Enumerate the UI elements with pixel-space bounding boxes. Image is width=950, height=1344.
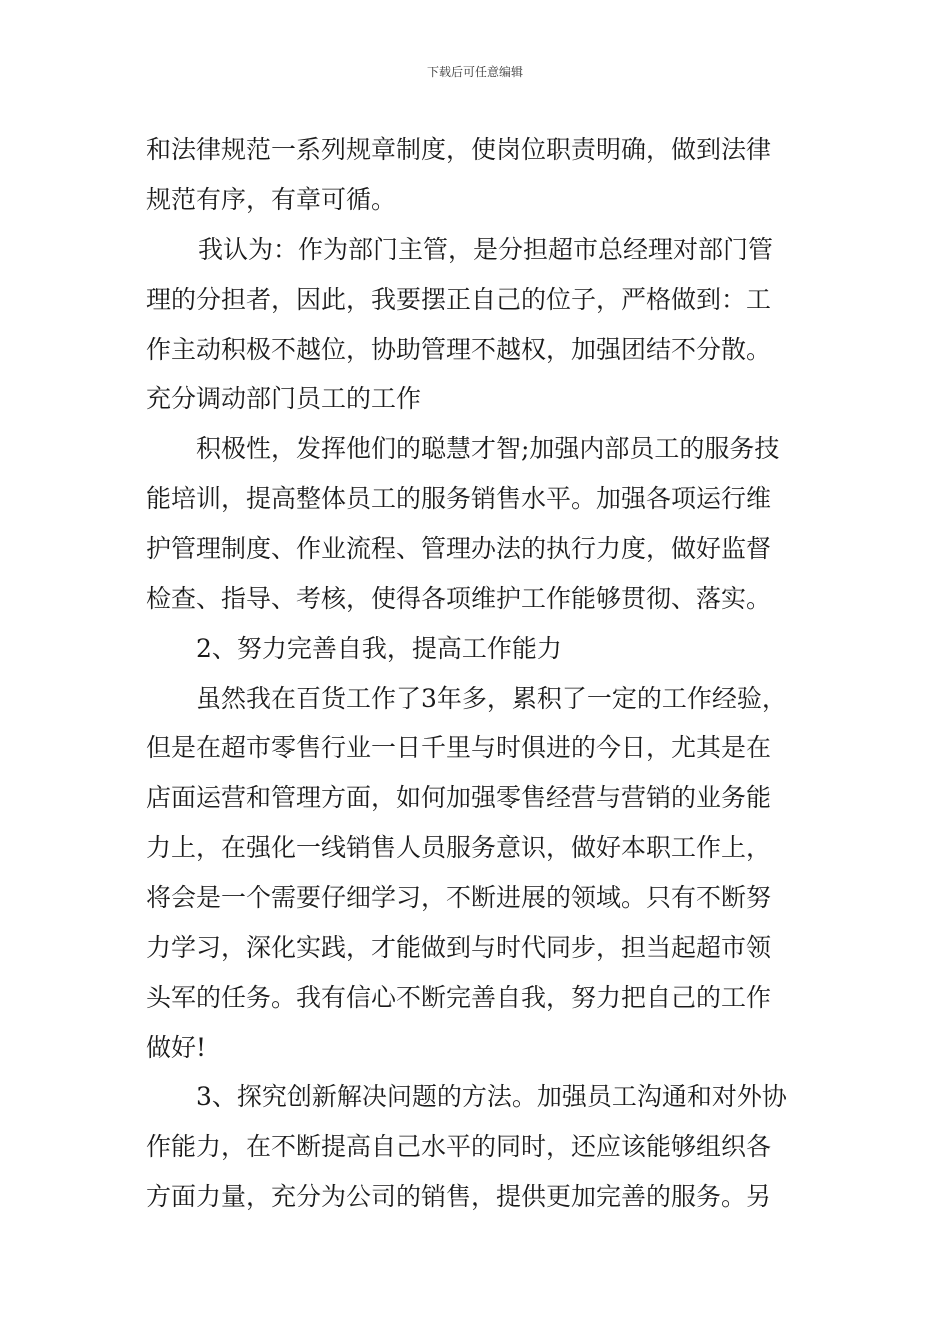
- body-line: 店面运营和管理方面，如何加强零售经营与营销的业务能: [146, 783, 772, 812]
- body-line: 充分调动部门员工的工作: [146, 384, 422, 413]
- body-line: 规范有序，有章可循。: [146, 185, 397, 214]
- body-line: 虽然我在百货工作了3年多，累积了一定的工作经验，: [196, 684, 787, 713]
- body-line: 理的分担者，因此，我要摆正自己的位子，严格做到：工: [146, 285, 772, 314]
- body-line: 作能力，在不断提高自己水平的同时，还应该能够组织各: [146, 1132, 772, 1161]
- body-line: 积极性，发挥他们的聪慧才智;加强内部员工的服务技: [196, 434, 780, 463]
- body-line: 能培训，提高整体员工的服务销售水平。加强各项运行维: [146, 484, 772, 513]
- body-line: 方面力量，充分为公司的销售，提供更加完善的服务。另: [146, 1182, 772, 1211]
- body-line: 3、探究创新解决问题的方法。加强员工沟通和对外协: [196, 1082, 787, 1111]
- body-line: 将会是一个需要仔细学习，不断进展的领域。只有不断努: [146, 883, 772, 912]
- page-header: 下载后可任意编辑: [426, 65, 523, 79]
- body-line: 作主动积极不越位，协助管理不越权，加强团结不分散。: [146, 335, 772, 364]
- body-line: 2、努力完善自我，提高工作能力: [196, 634, 562, 663]
- body-line: 但是在超市零售行业一日千里与时俱进的今日，尤其是在: [146, 733, 772, 762]
- body-line: 检查、指导、考核，使得各项维护工作能够贯彻、落实。: [146, 584, 772, 613]
- body-line: 我认为：作为部门主管，是分担超市总经理对部门管: [190, 235, 773, 264]
- body-line: 护管理制度、作业流程、管理办法的执行力度，做好监督: [146, 534, 772, 563]
- body-line: 和法律规范一系列规章制度，使岗位职责明确，做到法律: [146, 135, 772, 164]
- body-line: 头军的任务。我有信心不断完善自我，努力把自己的工作: [146, 983, 772, 1012]
- body-line: 做好!: [146, 1033, 207, 1062]
- body-line: 力上，在强化一线销售人员服务意识，做好本职工作上，: [146, 833, 772, 862]
- body-line: 力学习，深化实践，才能做到与时代同步，担当起超市领: [146, 933, 772, 962]
